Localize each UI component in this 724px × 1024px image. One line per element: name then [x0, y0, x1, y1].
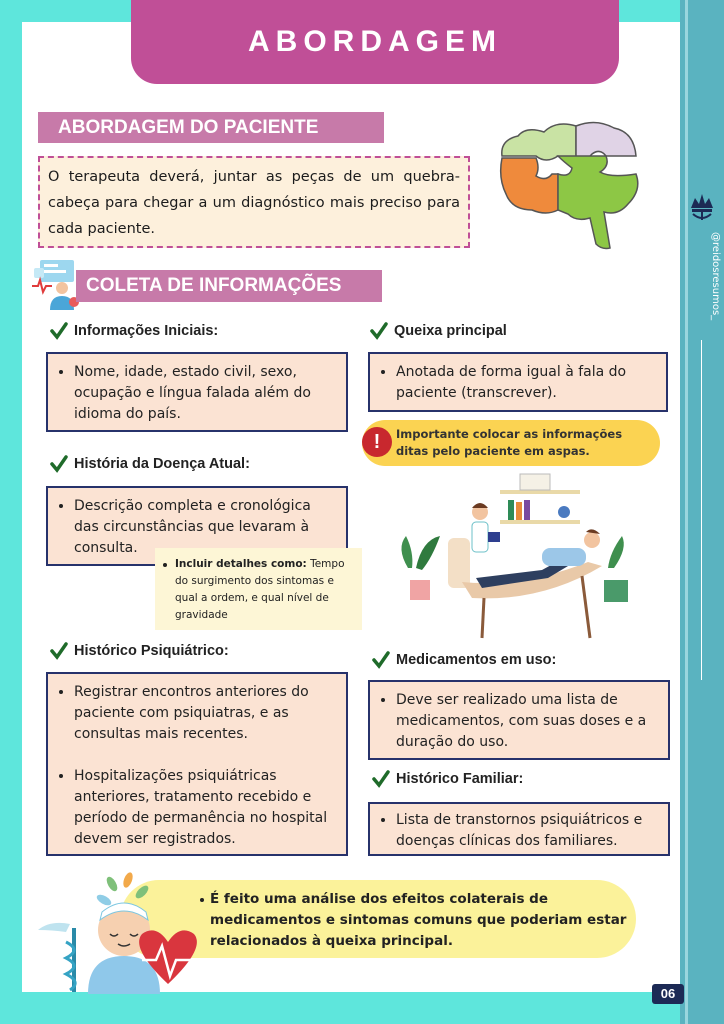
card-heading-queixa: [370, 322, 507, 340]
important-note: [362, 420, 660, 466]
list-item: • Descrição completa e cronológica das circunstâncias que levaram à consulta.: [74, 496, 336, 559]
list-item: • Lista de transtornos psiquiátricos e doenças clínicas dos familiares.: [396, 810, 658, 852]
crown-icon: [689, 192, 715, 222]
page-title: ABORDAGEM: [248, 25, 502, 58]
page-number: 06: [652, 984, 684, 1004]
check-icon: [372, 651, 390, 669]
card-title: Histórico Psiquiátrico:: [74, 643, 229, 659]
list-item: • Registrar encontros anteriores do paciente com psiquiatras, e as consultas mais recentes.: [74, 682, 336, 745]
therapy-session-illustration: [392, 470, 642, 642]
card-title: Medicamentos em uso:: [396, 652, 557, 668]
check-icon: [50, 455, 68, 473]
list-item: • Nome, idade, estado civil, sexo, ocupação e língua falada além do idioma do país.: [74, 362, 336, 425]
card-psiq: [46, 672, 348, 856]
sidebar-divider: [701, 340, 702, 680]
section-title-coleta: COLETA DE INFORMAÇÕES: [76, 270, 382, 302]
card-heading-familiar: [372, 770, 523, 788]
card-meds: [368, 680, 670, 760]
medical-doctor-icon: [30, 258, 82, 312]
card-info-iniciais: [46, 352, 348, 432]
brain-puzzle-icon: [496, 118, 646, 250]
check-icon: [50, 322, 68, 340]
check-icon: [50, 642, 68, 660]
card-queixa: [368, 352, 668, 412]
card-heading-meds: [372, 651, 556, 669]
intro-text: O terapeuta deverá, juntar as peças de um quebra-cabeça para chegar a um diagnóstico mais preciso para cada paciente.: [38, 156, 470, 248]
bullet-dot: [163, 563, 167, 567]
card-title: Histórico Familiar:: [396, 771, 524, 787]
sidebar: [680, 0, 724, 1024]
check-icon: [370, 322, 388, 340]
check-icon: [372, 770, 390, 788]
detail-text: Tempo do surgimento dos sintomas e qual a ordem, e qual nível de gravidade: [175, 558, 345, 621]
mental-health-illustration: [30, 872, 202, 994]
list-item: • Hospitalizações psiquiátricas anteriores, tratamento recebido e período de permanência no hospital devem ser registrados.: [74, 766, 336, 850]
card-title: História da Doença Atual:: [74, 456, 250, 472]
note-text: Importante colocar as informações ditas pelo paciente em aspas.: [396, 427, 623, 458]
detail-note: [155, 548, 362, 630]
footer-text: É feito uma análise dos efeitos colaterais de medicamentos e sintomas comuns que poderiam estar relacionados à queixa principal.: [210, 891, 627, 949]
section-title-abordagem: ABORDAGEM DO PACIENTE: [38, 112, 384, 143]
card-familiar: [368, 802, 670, 856]
card-heading-psiq: [50, 642, 229, 660]
card-heading-hda: [50, 455, 250, 473]
social-handle: @reidosresumos_: [710, 232, 721, 321]
card-heading-info-iniciais: [50, 322, 218, 340]
list-item: • Deve ser realizado uma lista de medicamentos, com suas doses e a duração do uso.: [396, 690, 658, 753]
exclamation-icon: !: [362, 427, 392, 457]
list-item: • Anotada de forma igual à fala do paciente (transcrever).: [396, 362, 656, 404]
card-title: Queixa principal: [394, 323, 507, 339]
card-title: Informações Iniciais:: [74, 323, 219, 339]
detail-label: Incluir detalhes como:: [175, 558, 307, 570]
title-banner: [131, 0, 619, 84]
sidebar-stripe: [685, 0, 688, 1024]
